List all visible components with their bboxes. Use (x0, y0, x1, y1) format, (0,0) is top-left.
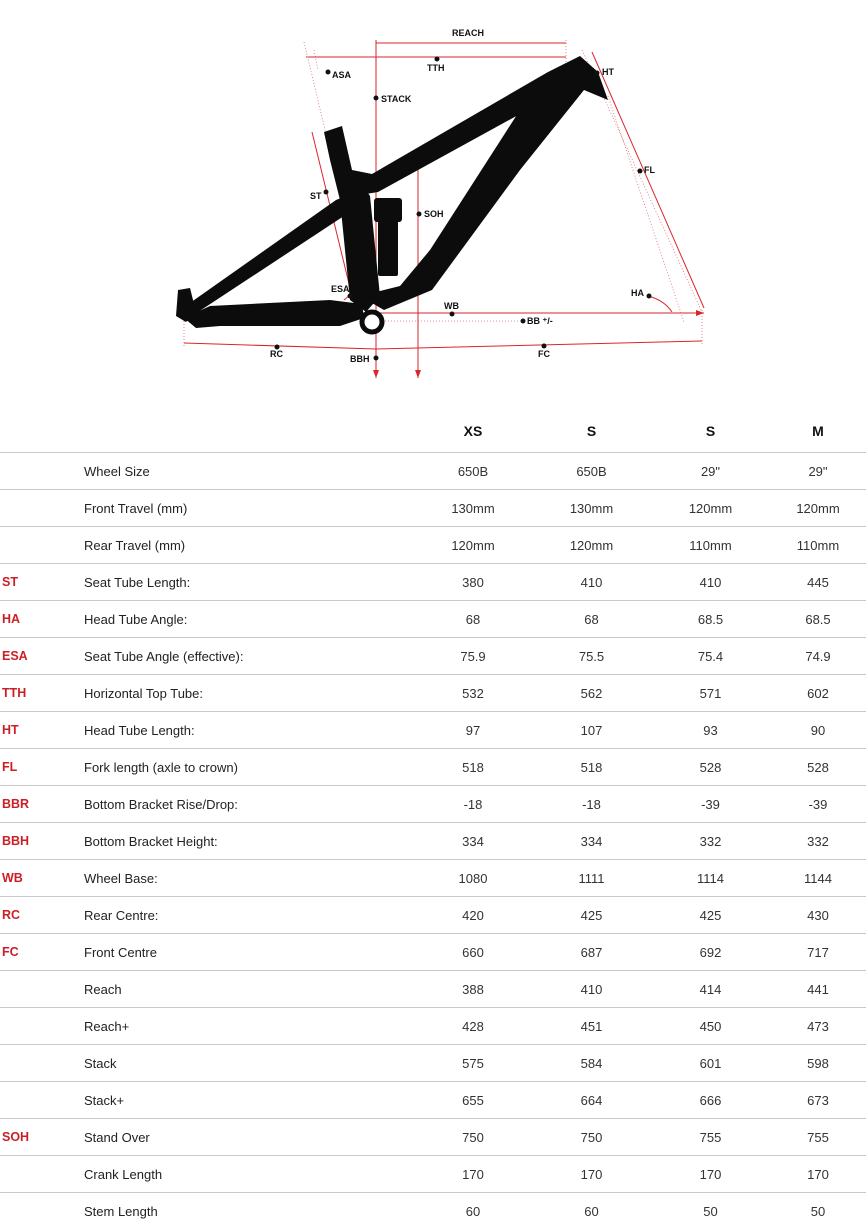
row-value: 74.9 (770, 638, 866, 675)
row-name: Rear Centre: (84, 897, 414, 934)
row-code (0, 490, 84, 527)
table-row (0, 897, 866, 934)
row-name: Crank Length (84, 1156, 414, 1193)
row-value: 380 (414, 564, 532, 601)
row-value: 75.9 (414, 638, 532, 675)
label-stack: STACK (381, 94, 412, 104)
row-value: 750 (532, 1119, 651, 1156)
row-code: FL (0, 749, 84, 786)
row-value: 518 (532, 749, 651, 786)
row-value: 692 (651, 934, 770, 971)
row-value: 388 (414, 971, 532, 1008)
table-row (0, 749, 866, 786)
table-row (0, 1008, 866, 1045)
label-soh: SOH (424, 209, 444, 219)
row-value: 473 (770, 1008, 866, 1045)
geometry-table (0, 410, 866, 1229)
table-row (0, 1156, 866, 1193)
header-size-xs: XS (414, 410, 532, 453)
row-name: Reach+ (84, 1008, 414, 1045)
row-value: 575 (414, 1045, 532, 1082)
row-value: 170 (414, 1156, 532, 1193)
row-value: -39 (770, 786, 866, 823)
table-row (0, 453, 866, 490)
row-code: ST (0, 564, 84, 601)
row-value: 687 (532, 934, 651, 971)
row-value: 420 (414, 897, 532, 934)
row-value: 50 (770, 1193, 866, 1229)
label-asa: ASA (332, 70, 352, 80)
row-value: 50 (651, 1193, 770, 1229)
row-value: 90 (770, 712, 866, 749)
row-name: Wheel Size (84, 453, 414, 490)
row-value: 170 (770, 1156, 866, 1193)
table-row (0, 1082, 866, 1119)
row-value: 601 (651, 1045, 770, 1082)
label-ht: HT (602, 67, 614, 77)
table-row (0, 1193, 866, 1229)
row-value: 170 (651, 1156, 770, 1193)
label-fc: FC (538, 349, 550, 359)
row-value: 68.5 (651, 601, 770, 638)
row-value: 425 (651, 897, 770, 934)
label-ha: HA (631, 288, 644, 298)
row-code: HA (0, 601, 84, 638)
row-value: 107 (532, 712, 651, 749)
table-row (0, 971, 866, 1008)
row-name: Front Centre (84, 934, 414, 971)
row-value: 120mm (651, 490, 770, 527)
row-value: -18 (532, 786, 651, 823)
row-value: 571 (651, 675, 770, 712)
row-name: Stack (84, 1045, 414, 1082)
row-value: 29" (770, 453, 866, 490)
row-code: RC (0, 897, 84, 934)
table-row (0, 675, 866, 712)
table-row (0, 564, 866, 601)
row-value: 450 (651, 1008, 770, 1045)
row-value: 532 (414, 675, 532, 712)
row-value: 664 (532, 1082, 651, 1119)
row-value: 441 (770, 971, 866, 1008)
row-value: 598 (770, 1045, 866, 1082)
row-name: Stack+ (84, 1082, 414, 1119)
row-name: Fork length (axle to crown) (84, 749, 414, 786)
row-value: 410 (532, 564, 651, 601)
label-fl: FL (644, 165, 655, 175)
row-value: 650B (414, 453, 532, 490)
row-value: 332 (651, 823, 770, 860)
row-name: Bottom Bracket Rise/Drop: (84, 786, 414, 823)
row-value: 655 (414, 1082, 532, 1119)
row-code (0, 971, 84, 1008)
row-name: Seat Tube Length: (84, 564, 414, 601)
row-code (0, 1045, 84, 1082)
frame-geometry-svg (0, 0, 866, 390)
label-rc: RC (270, 349, 283, 359)
row-value: 170 (532, 1156, 651, 1193)
label-tth: TTH (427, 63, 445, 73)
row-value: 130mm (532, 490, 651, 527)
header-size-s: S (532, 410, 651, 453)
row-value: 410 (532, 971, 651, 1008)
row-name: Horizontal Top Tube: (84, 675, 414, 712)
row-value: 93 (651, 712, 770, 749)
row-value: 410 (651, 564, 770, 601)
row-code: HT (0, 712, 84, 749)
row-value: 584 (532, 1045, 651, 1082)
row-value: 120mm (414, 527, 532, 564)
row-code: WB (0, 860, 84, 897)
row-value: 755 (651, 1119, 770, 1156)
header-name (84, 410, 414, 453)
row-value: 110mm (651, 527, 770, 564)
row-name: Stand Over (84, 1119, 414, 1156)
row-code (0, 1193, 84, 1229)
table-header-row (0, 410, 866, 453)
table-row (0, 786, 866, 823)
table-row (0, 934, 866, 971)
table-row (0, 490, 866, 527)
row-value: 68 (414, 601, 532, 638)
row-value: 1114 (651, 860, 770, 897)
row-value: 666 (651, 1082, 770, 1119)
label-reach: REACH (452, 28, 484, 38)
row-value: 334 (414, 823, 532, 860)
label-bbh: BBH (350, 354, 370, 364)
row-value: 75.4 (651, 638, 770, 675)
row-code (0, 527, 84, 564)
row-value: 717 (770, 934, 866, 971)
row-value: 29" (651, 453, 770, 490)
row-value: 755 (770, 1119, 866, 1156)
row-code (0, 453, 84, 490)
table-row (0, 601, 866, 638)
table-row (0, 823, 866, 860)
row-value: 750 (414, 1119, 532, 1156)
row-code: SOH (0, 1119, 84, 1156)
row-value: 1111 (532, 860, 651, 897)
table-row (0, 1119, 866, 1156)
row-value: 334 (532, 823, 651, 860)
table-row (0, 712, 866, 749)
row-value: 1144 (770, 860, 866, 897)
row-value: 68 (532, 601, 651, 638)
row-value: 120mm (770, 490, 866, 527)
row-code: FC (0, 934, 84, 971)
header-code (0, 410, 84, 453)
row-value: 97 (414, 712, 532, 749)
row-value: -39 (651, 786, 770, 823)
row-value: 332 (770, 823, 866, 860)
geometry-diagram (0, 0, 866, 390)
row-value: 518 (414, 749, 532, 786)
row-value: 660 (414, 934, 532, 971)
row-value: 650B (532, 453, 651, 490)
row-name: Seat Tube Angle (effective): (84, 638, 414, 675)
row-name: Wheel Base: (84, 860, 414, 897)
table-row (0, 638, 866, 675)
row-code: BBH (0, 823, 84, 860)
row-value: -18 (414, 786, 532, 823)
label-st: ST (310, 191, 322, 201)
row-name: Rear Travel (mm) (84, 527, 414, 564)
row-code (0, 1156, 84, 1193)
label-esa: ESA (331, 284, 350, 294)
table-row (0, 860, 866, 897)
row-value: 414 (651, 971, 770, 1008)
row-value: 60 (414, 1193, 532, 1229)
row-value: 425 (532, 897, 651, 934)
row-value: 602 (770, 675, 866, 712)
row-name: Stem Length (84, 1193, 414, 1229)
row-value: 445 (770, 564, 866, 601)
row-value: 428 (414, 1008, 532, 1045)
label-bb: BB ⁺/- (527, 316, 553, 326)
row-name: Head Tube Length: (84, 712, 414, 749)
row-code (0, 1082, 84, 1119)
row-name: Reach (84, 971, 414, 1008)
row-name: Front Travel (mm) (84, 490, 414, 527)
row-value: 562 (532, 675, 651, 712)
table-body (0, 453, 866, 1229)
row-value: 75.5 (532, 638, 651, 675)
row-name: Head Tube Angle: (84, 601, 414, 638)
row-value: 60 (532, 1193, 651, 1229)
row-value: 110mm (770, 527, 866, 564)
row-value: 528 (770, 749, 866, 786)
table-row (0, 1045, 866, 1082)
row-value: 120mm (532, 527, 651, 564)
row-value: 528 (651, 749, 770, 786)
row-value: 430 (770, 897, 866, 934)
row-value: 68.5 (770, 601, 866, 638)
row-code: TTH (0, 675, 84, 712)
header-size-s-29: S (651, 410, 770, 453)
header-size-m: M (770, 410, 866, 453)
label-wb: WB (444, 301, 459, 311)
row-value: 1080 (414, 860, 532, 897)
row-code: ESA (0, 638, 84, 675)
row-name: Bottom Bracket Height: (84, 823, 414, 860)
dimension-lines (184, 40, 704, 378)
row-value: 130mm (414, 490, 532, 527)
row-code: BBR (0, 786, 84, 823)
row-code (0, 1008, 84, 1045)
row-value: 673 (770, 1082, 866, 1119)
row-value: 451 (532, 1008, 651, 1045)
table-row (0, 527, 866, 564)
